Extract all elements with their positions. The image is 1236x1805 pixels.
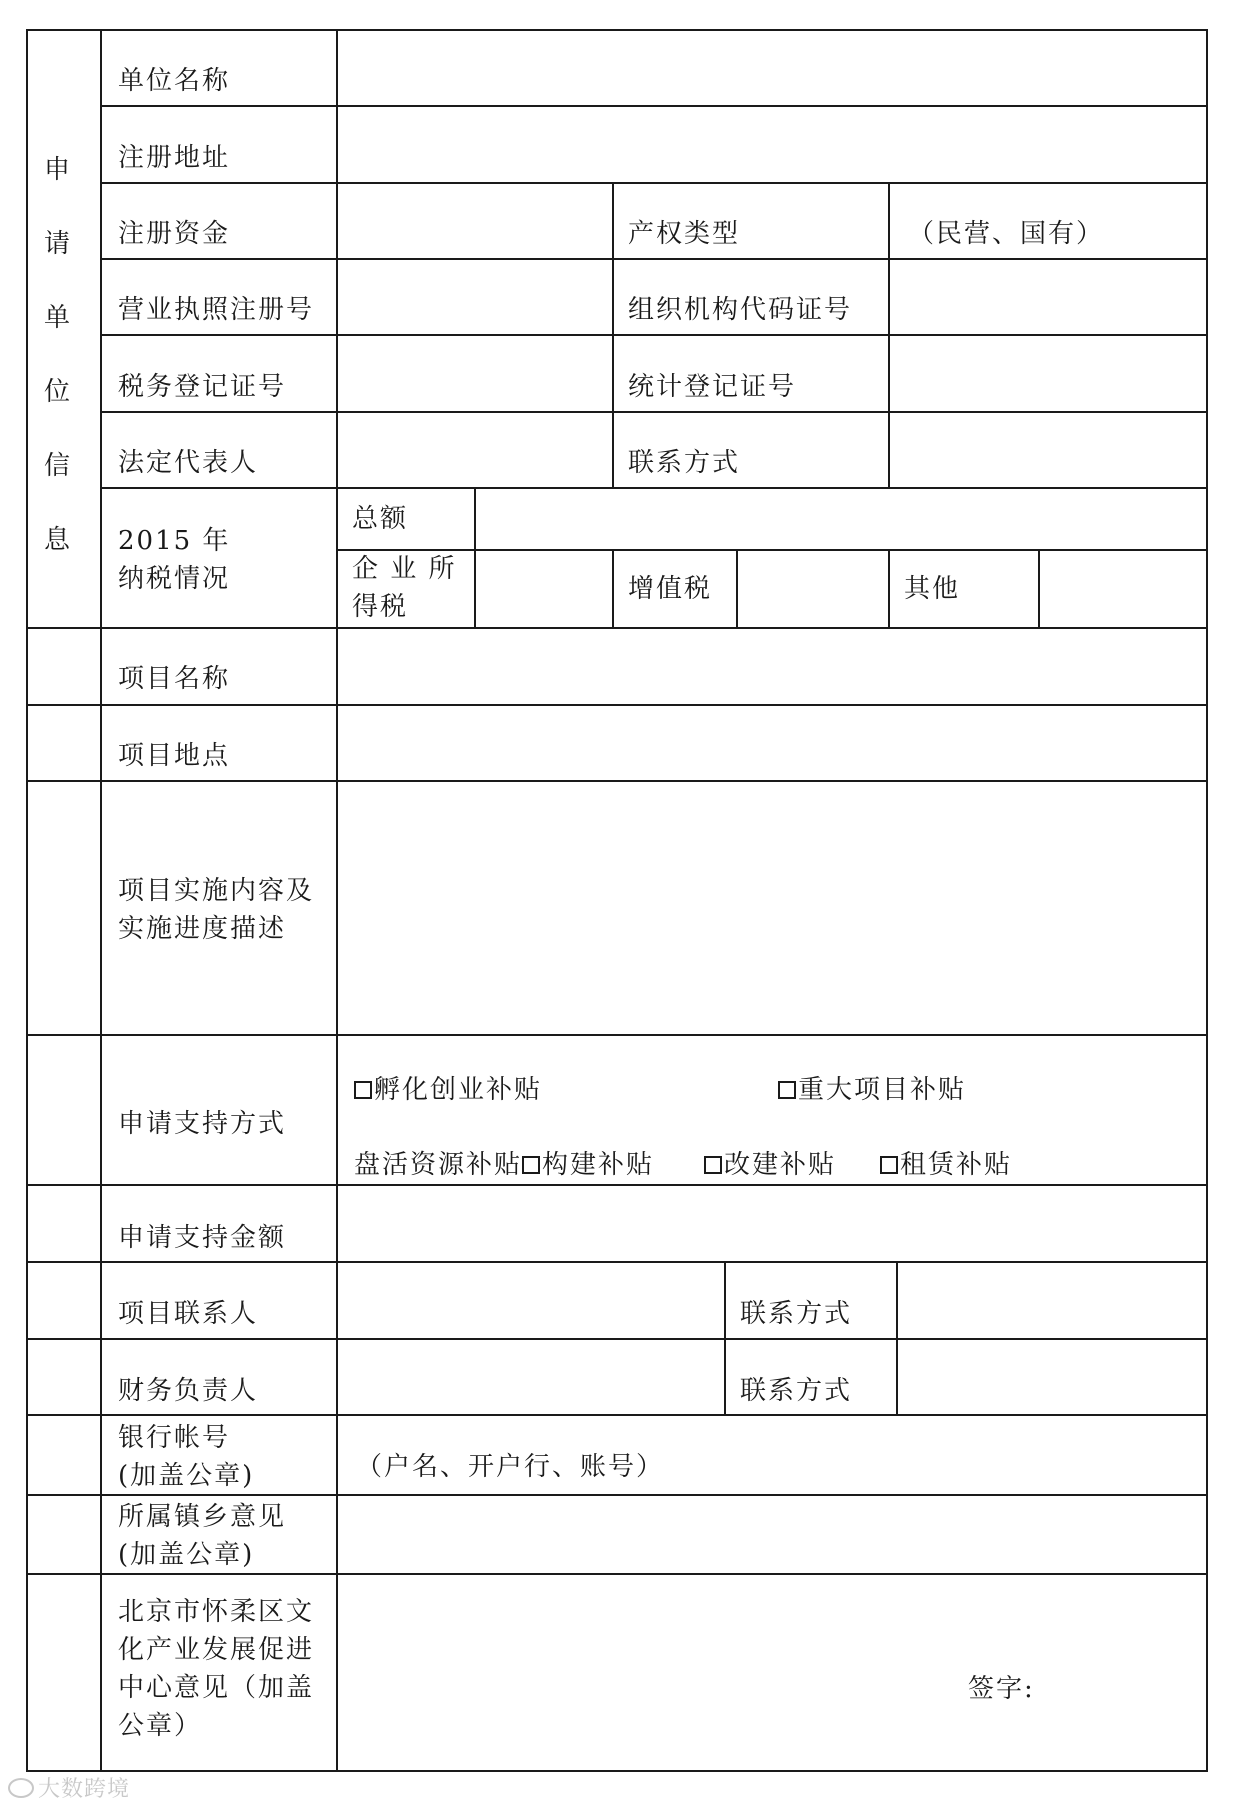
rule xyxy=(26,1494,1206,1496)
rule xyxy=(26,1184,1206,1186)
rule xyxy=(474,487,476,627)
ownership-type-hint: （民营、国有） xyxy=(908,219,1105,249)
ownership-type-label: 产权类型 xyxy=(628,219,741,249)
rule xyxy=(612,182,614,487)
org-code-label: 组织机构代码证号 xyxy=(628,295,853,325)
rule xyxy=(26,1414,1206,1416)
rule xyxy=(724,1261,726,1414)
watermark-logo-icon xyxy=(8,1778,34,1798)
finance-person-label: 财务负责人 xyxy=(118,1376,259,1406)
rule-top xyxy=(26,29,1206,31)
bank-account-hint: （户名、开户行、账号） xyxy=(356,1452,665,1482)
support-option-major-project[interactable] xyxy=(778,1077,966,1103)
checkbox[interactable] xyxy=(880,1156,898,1174)
checkbox[interactable] xyxy=(522,1156,540,1174)
checkbox[interactable] xyxy=(704,1156,722,1174)
section-header-char: 位 xyxy=(43,377,70,407)
support-option-renovation[interactable] xyxy=(704,1152,836,1178)
project-location-label: 项目地点 xyxy=(118,741,231,771)
support-option-incubation[interactable] xyxy=(354,1077,542,1103)
rule xyxy=(100,411,1206,413)
support-option-lease[interactable] xyxy=(880,1152,1012,1178)
project-contact-label: 项目联系人 xyxy=(118,1299,259,1329)
option-label: 重大项目补贴 xyxy=(798,1075,967,1105)
rule xyxy=(100,258,1206,260)
project-name-label: 项目名称 xyxy=(118,664,231,694)
option-label: 租赁补贴 xyxy=(900,1150,1013,1180)
section-header-char: 信 xyxy=(43,451,70,481)
watermark xyxy=(8,1772,130,1803)
rule xyxy=(100,29,102,1772)
option-label-revitalize: 盘活资源补贴 xyxy=(354,1150,523,1180)
checkbox[interactable] xyxy=(354,1081,372,1099)
company-address-label: 注册地址 xyxy=(118,143,231,173)
rule xyxy=(336,549,1206,551)
tax-total-label: 总额 xyxy=(352,504,409,534)
section-header-char: 请 xyxy=(43,229,70,259)
project-content-label: 项目实施内容及实施进度描述 xyxy=(118,876,315,944)
vat-label: 增值税 xyxy=(628,574,713,604)
checkbox[interactable] xyxy=(778,1081,796,1099)
rule xyxy=(26,1573,1206,1575)
rule xyxy=(26,627,1206,629)
rule xyxy=(100,334,1206,336)
support-options-row2 xyxy=(354,1152,654,1178)
rule xyxy=(1038,549,1040,627)
stats-registration-label: 统计登记证号 xyxy=(628,372,797,402)
option-label: 改建补贴 xyxy=(724,1150,837,1180)
rule-right xyxy=(1206,29,1208,1772)
rule-left xyxy=(26,29,28,1772)
rule xyxy=(896,1261,898,1414)
tax-registration-label: 税务登记证号 xyxy=(118,372,287,402)
project-contact-method-label: 联系方式 xyxy=(740,1299,853,1329)
finance-contact-method-label: 联系方式 xyxy=(740,1376,853,1406)
town-opinion-label: 所属镇乡意见 xyxy=(118,1502,287,1532)
rule xyxy=(26,704,1206,706)
option-label: 孵化创业补贴 xyxy=(374,1075,543,1105)
rule xyxy=(336,29,338,1772)
rule xyxy=(888,549,890,627)
rule xyxy=(100,182,1206,184)
center-opinion-label: 北京市怀柔区文化产业发展促进中心意见（加盖公章） xyxy=(118,1597,315,1741)
signature-label: 签字: xyxy=(968,1674,1035,1704)
option-label: 构建补贴 xyxy=(542,1150,655,1180)
rule xyxy=(26,780,1206,782)
rule xyxy=(736,549,738,627)
rule xyxy=(26,1034,1206,1036)
tax-year-label: 2015 年 xyxy=(118,526,231,556)
corporate-income-tax-label: 企 业 所 得税 xyxy=(352,554,457,622)
rule xyxy=(100,487,1206,489)
support-amount-label: 申请支持金额 xyxy=(118,1223,287,1253)
support-method-label: 申请支持方式 xyxy=(118,1109,287,1139)
rule xyxy=(26,1261,1206,1263)
section-header-char: 单 xyxy=(43,303,70,333)
watermark-text: 大数跨境 xyxy=(38,1777,131,1802)
legal-representative-label: 法定代表人 xyxy=(118,448,259,478)
section-header-char: 息 xyxy=(43,525,70,555)
town-seal-note: (加盖公章) xyxy=(118,1540,255,1570)
other-tax-label: 其他 xyxy=(904,574,961,604)
rule xyxy=(612,549,614,627)
rule xyxy=(100,105,1206,107)
company-name-label: 单位名称 xyxy=(118,66,231,96)
legal-rep-contact-label: 联系方式 xyxy=(628,448,741,478)
bank-seal-note: (加盖公章) xyxy=(118,1461,255,1491)
rule-bottom xyxy=(26,1770,1206,1772)
tax-situation-label: 纳税情况 xyxy=(118,564,231,594)
business-license-label: 营业执照注册号 xyxy=(118,295,315,325)
rule xyxy=(888,182,890,487)
bank-account-label: 银行帐号 xyxy=(118,1423,231,1453)
registered-capital-label: 注册资金 xyxy=(118,219,231,249)
section-header-char: 申 xyxy=(43,155,70,185)
rule xyxy=(26,1338,1206,1340)
section-header-applicant-info xyxy=(40,133,74,577)
